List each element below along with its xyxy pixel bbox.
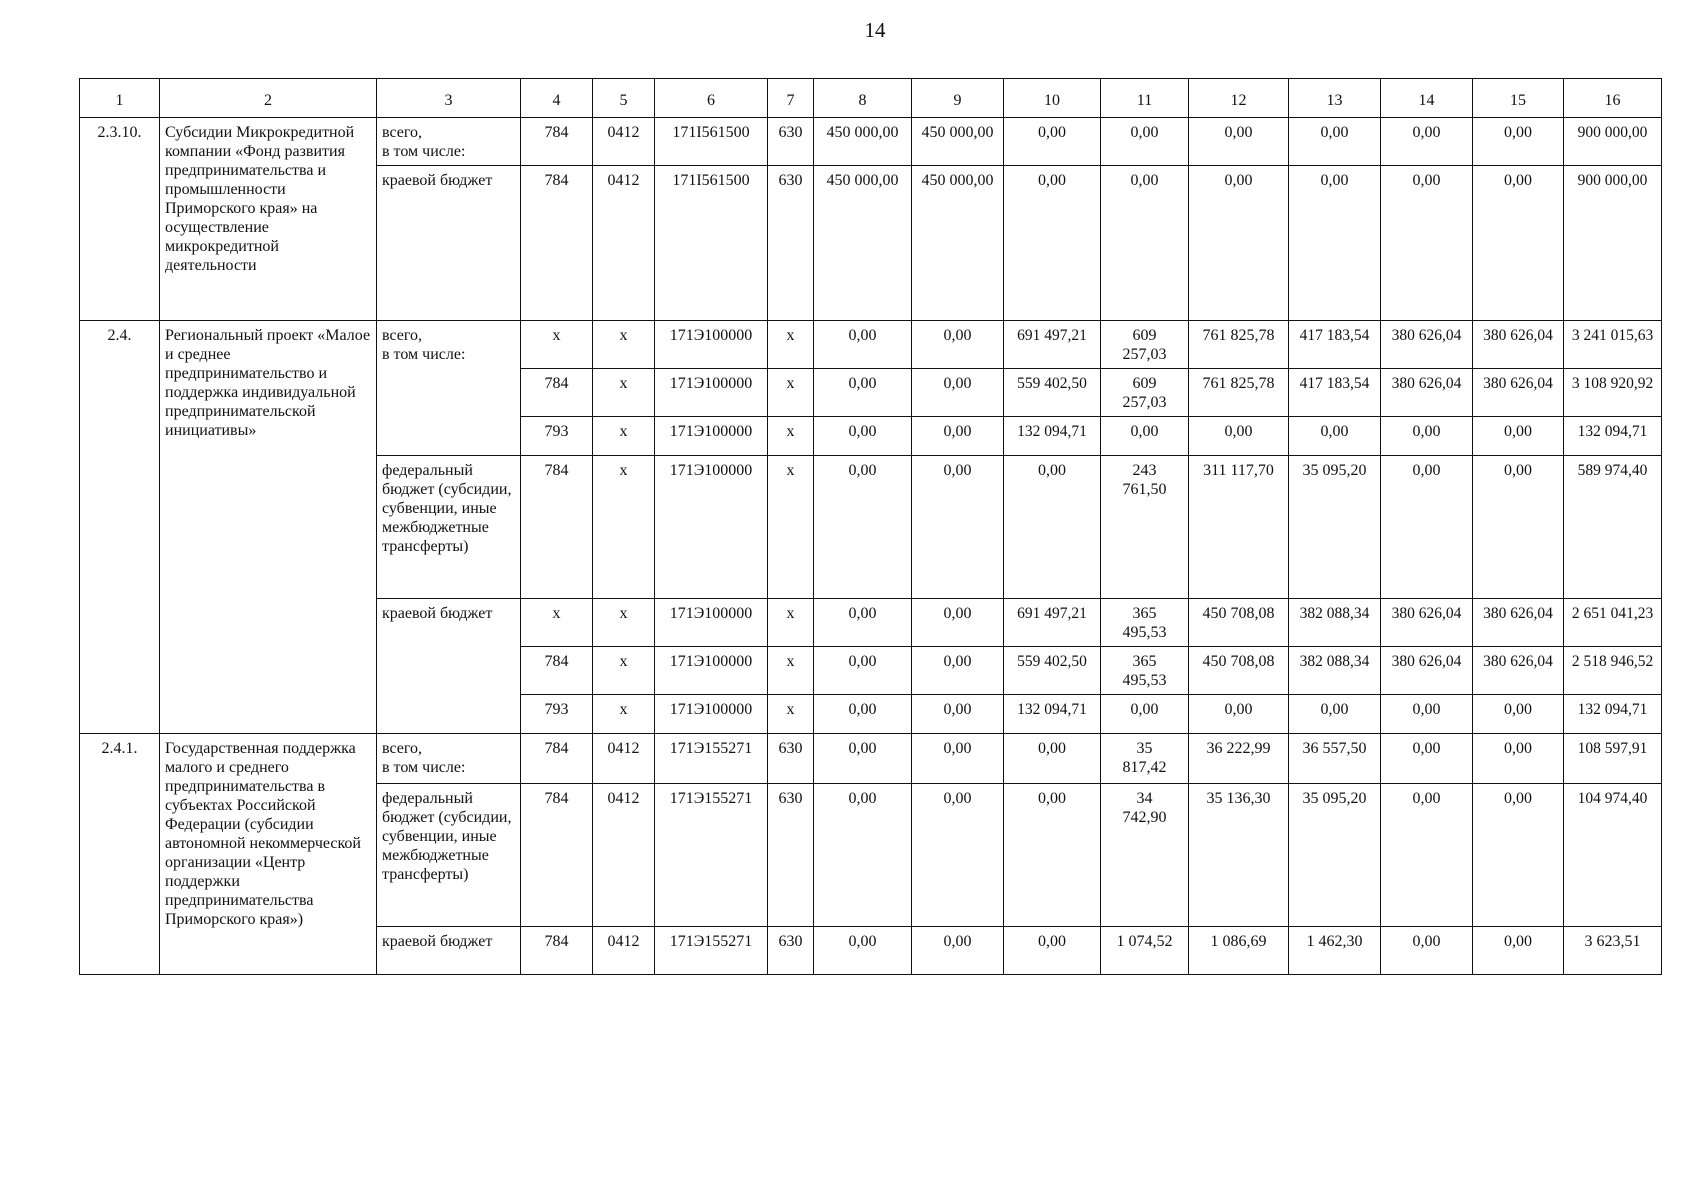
value-cell-col-6: 171Э100000: [655, 417, 768, 456]
value-cell-col-10: 0,00: [1004, 118, 1101, 166]
value-cell-col-14: 0,00: [1381, 695, 1473, 734]
value-cell-col-10: 0,00: [1004, 734, 1101, 784]
value-cell-col-15: 0,00: [1473, 417, 1564, 456]
value-cell-col-13: 382 088,34: [1289, 647, 1381, 695]
value-cell-col-6: 171Э100000: [655, 369, 768, 417]
value-cell-col-12: 311 117,70: [1189, 456, 1289, 599]
value-cell-col-16: 3 623,51: [1564, 927, 1662, 975]
value-cell-col-13: 35 095,20: [1289, 456, 1381, 599]
value-cell-col-15: 0,00: [1473, 456, 1564, 599]
value-cell-col-6: 171Э155271: [655, 734, 768, 784]
value-cell-col-7: x: [768, 456, 814, 599]
column-header-2: 2: [160, 79, 377, 118]
value-cell-col-13: 1 462,30: [1289, 927, 1381, 975]
value-cell-col-11: 365 495,53: [1101, 599, 1189, 647]
column-header-10: 10: [1004, 79, 1101, 118]
value-cell-col-12: 0,00: [1189, 417, 1289, 456]
value-cell-col-8: 0,00: [814, 369, 912, 417]
value-cell-col-15: 380 626,04: [1473, 647, 1564, 695]
value-cell-col-13: 382 088,34: [1289, 599, 1381, 647]
value-cell-col-6: 171Э100000: [655, 456, 768, 599]
value-cell-col-4: 793: [521, 417, 593, 456]
column-header-1: 1: [80, 79, 160, 118]
value-cell-col-5: x: [593, 695, 655, 734]
value-cell-col-12: 36 222,99: [1189, 734, 1289, 784]
value-cell-col-5: 0412: [593, 118, 655, 166]
column-header-9: 9: [912, 79, 1004, 118]
value-cell-col-4: 784: [521, 927, 593, 975]
value-cell-col-14: 380 626,04: [1381, 321, 1473, 369]
value-cell-col-4: 784: [521, 166, 593, 321]
value-cell-col-13: 35 095,20: [1289, 784, 1381, 927]
value-cell-col-15: 380 626,04: [1473, 369, 1564, 417]
value-cell-col-5: x: [593, 369, 655, 417]
value-cell-col-10: 559 402,50: [1004, 647, 1101, 695]
value-cell-col-7: x: [768, 369, 814, 417]
column-header-11: 11: [1101, 79, 1189, 118]
value-cell-col-12: 450 708,08: [1189, 599, 1289, 647]
value-cell-col-8: 0,00: [814, 695, 912, 734]
value-cell-col-6: 171Э100000: [655, 321, 768, 369]
value-cell-col-8: 0,00: [814, 734, 912, 784]
value-cell-col-15: 0,00: [1473, 695, 1564, 734]
funding-source: краевой бюджет: [377, 166, 521, 321]
value-cell-col-16: 104 974,40: [1564, 784, 1662, 927]
value-cell-col-10: 132 094,71: [1004, 417, 1101, 456]
column-header-7: 7: [768, 79, 814, 118]
value-cell-col-4: 784: [521, 369, 593, 417]
value-cell-col-9: 0,00: [912, 927, 1004, 975]
value-cell-col-12: 450 708,08: [1189, 647, 1289, 695]
header-row: [80, 79, 1662, 118]
value-cell-col-12: 0,00: [1189, 166, 1289, 321]
value-cell-col-13: 0,00: [1289, 118, 1381, 166]
section-code: 2.4.1.: [80, 734, 160, 975]
value-cell-col-15: 0,00: [1473, 118, 1564, 166]
value-cell-col-15: 0,00: [1473, 784, 1564, 927]
value-cell-col-9: 0,00: [912, 369, 1004, 417]
value-cell-col-15: 380 626,04: [1473, 599, 1564, 647]
value-cell-col-6: 171Э100000: [655, 599, 768, 647]
value-cell-col-11: 1 074,52: [1101, 927, 1189, 975]
value-cell-col-6: 171Э155271: [655, 784, 768, 927]
value-cell-col-8: 0,00: [814, 927, 912, 975]
value-cell-col-7: x: [768, 647, 814, 695]
column-header-8: 8: [814, 79, 912, 118]
section-name: Государственная поддержка малого и среднего предпринимательства в субъектах Российской Федерации (субсидии автономной некоммерческой организации «Центр поддержки предпринимательства Приморского края»): [160, 734, 377, 975]
value-cell-col-16: 900 000,00: [1564, 166, 1662, 321]
value-cell-col-12: 0,00: [1189, 695, 1289, 734]
value-cell-col-9: 450 000,00: [912, 118, 1004, 166]
value-cell-col-14: 0,00: [1381, 417, 1473, 456]
value-cell-col-7: 630: [768, 927, 814, 975]
value-cell-col-14: 0,00: [1381, 784, 1473, 927]
section-code: 2.4.: [80, 321, 160, 734]
value-cell-col-13: 0,00: [1289, 695, 1381, 734]
value-cell-col-16: 900 000,00: [1564, 118, 1662, 166]
value-cell-col-8: 450 000,00: [814, 118, 912, 166]
value-cell-col-16: 108 597,91: [1564, 734, 1662, 784]
value-cell-col-9: 0,00: [912, 417, 1004, 456]
value-cell-col-5: x: [593, 647, 655, 695]
section-name: Субсидии Микрокредитной компании «Фонд развития предпринимательства и промышленности Приморского края» на осуществление микрокредитной деятельности: [160, 118, 377, 321]
value-cell-col-9: 0,00: [912, 321, 1004, 369]
value-cell-col-16: 3 241 015,63: [1564, 321, 1662, 369]
value-cell-col-6: 171Э100000: [655, 647, 768, 695]
value-cell-col-15: 0,00: [1473, 166, 1564, 321]
column-header-4: 4: [521, 79, 593, 118]
value-cell-col-4: 784: [521, 118, 593, 166]
value-cell-col-4: 793: [521, 695, 593, 734]
value-cell-col-5: x: [593, 417, 655, 456]
value-cell-col-9: 0,00: [912, 695, 1004, 734]
value-cell-col-10: 0,00: [1004, 784, 1101, 927]
value-cell-col-11: 243 761,50: [1101, 456, 1189, 599]
value-cell-col-16: 132 094,71: [1564, 417, 1662, 456]
value-cell-col-10: 691 497,21: [1004, 321, 1101, 369]
column-header-5: 5: [593, 79, 655, 118]
column-header-16: 16: [1564, 79, 1662, 118]
value-cell-col-10: 559 402,50: [1004, 369, 1101, 417]
value-cell-col-10: 0,00: [1004, 456, 1101, 599]
column-header-12: 12: [1189, 79, 1289, 118]
value-cell-col-11: 365 495,53: [1101, 647, 1189, 695]
value-cell-col-4: 784: [521, 647, 593, 695]
column-header-15: 15: [1473, 79, 1564, 118]
value-cell-col-5: 0412: [593, 734, 655, 784]
value-cell-col-15: 0,00: [1473, 734, 1564, 784]
value-cell-col-11: 0,00: [1101, 695, 1189, 734]
column-header-13: 13: [1289, 79, 1381, 118]
value-cell-col-13: 0,00: [1289, 166, 1381, 321]
column-header-14: 14: [1381, 79, 1473, 118]
funding-source: краевой бюджет: [377, 599, 521, 734]
value-cell-col-13: 0,00: [1289, 417, 1381, 456]
funding-source: всего, в том числе:: [377, 118, 521, 166]
value-cell-col-4: 784: [521, 734, 593, 784]
value-cell-col-11: 609 257,03: [1101, 369, 1189, 417]
value-cell-col-14: 380 626,04: [1381, 647, 1473, 695]
value-cell-col-7: x: [768, 417, 814, 456]
value-cell-col-7: 630: [768, 166, 814, 321]
value-cell-col-14: 0,00: [1381, 166, 1473, 321]
section-code: 2.3.10.: [80, 118, 160, 321]
value-cell-col-7: 630: [768, 118, 814, 166]
budget-body: [80, 79, 1662, 975]
value-cell-col-16: 2 518 946,52: [1564, 647, 1662, 695]
funding-source: краевой бюджет: [377, 927, 521, 975]
value-cell-col-8: 0,00: [814, 599, 912, 647]
value-cell-col-8: 0,00: [814, 647, 912, 695]
value-cell-col-16: 589 974,40: [1564, 456, 1662, 599]
value-cell-col-12: 761 825,78: [1189, 321, 1289, 369]
value-cell-col-9: 0,00: [912, 647, 1004, 695]
value-cell-col-9: 450 000,00: [912, 166, 1004, 321]
value-cell-col-8: 0,00: [814, 784, 912, 927]
value-cell-col-4: x: [521, 321, 593, 369]
value-cell-col-10: 0,00: [1004, 166, 1101, 321]
value-cell-col-10: 0,00: [1004, 927, 1101, 975]
value-cell-col-16: 2 651 041,23: [1564, 599, 1662, 647]
value-cell-col-7: 630: [768, 784, 814, 927]
value-cell-col-16: 3 108 920,92: [1564, 369, 1662, 417]
value-cell-col-5: x: [593, 599, 655, 647]
table-row: [80, 734, 1662, 784]
value-cell-col-11: 609 257,03: [1101, 321, 1189, 369]
value-cell-col-15: 0,00: [1473, 927, 1564, 975]
value-cell-col-7: x: [768, 695, 814, 734]
funding-source: федеральный бюджет (субсидии, субвенции, иные межбюджетные трансферты): [377, 456, 521, 599]
table-row: [80, 118, 1662, 166]
value-cell-col-11: 0,00: [1101, 118, 1189, 166]
value-cell-col-11: 0,00: [1101, 417, 1189, 456]
value-cell-col-7: x: [768, 321, 814, 369]
value-cell-col-5: x: [593, 321, 655, 369]
column-header-6: 6: [655, 79, 768, 118]
value-cell-col-8: 0,00: [814, 417, 912, 456]
value-cell-col-7: x: [768, 599, 814, 647]
funding-source: всего, в том числе:: [377, 321, 521, 456]
value-cell-col-4: 784: [521, 456, 593, 599]
value-cell-col-9: 0,00: [912, 734, 1004, 784]
value-cell-col-8: 0,00: [814, 321, 912, 369]
value-cell-col-6: 171I561500: [655, 118, 768, 166]
value-cell-col-11: 35 817,42: [1101, 734, 1189, 784]
funding-source: федеральный бюджет (субсидии, субвенции, иные межбюджетные трансферты): [377, 784, 521, 927]
value-cell-col-14: 0,00: [1381, 118, 1473, 166]
value-cell-col-12: 1 086,69: [1189, 927, 1289, 975]
value-cell-col-4: x: [521, 599, 593, 647]
value-cell-col-14: 380 626,04: [1381, 599, 1473, 647]
value-cell-col-6: 171I561500: [655, 166, 768, 321]
value-cell-col-12: 35 136,30: [1189, 784, 1289, 927]
value-cell-col-14: 380 626,04: [1381, 369, 1473, 417]
value-cell-col-11: 0,00: [1101, 166, 1189, 321]
value-cell-col-6: 171Э100000: [655, 695, 768, 734]
page-number: 14: [864, 18, 886, 42]
value-cell-col-6: 171Э155271: [655, 927, 768, 975]
value-cell-col-5: x: [593, 456, 655, 599]
value-cell-col-14: 0,00: [1381, 456, 1473, 599]
value-cell-col-9: 0,00: [912, 599, 1004, 647]
value-cell-col-13: 417 183,54: [1289, 321, 1381, 369]
value-cell-col-5: 0412: [593, 927, 655, 975]
value-cell-col-9: 0,00: [912, 784, 1004, 927]
value-cell-col-10: 132 094,71: [1004, 695, 1101, 734]
value-cell-col-14: 0,00: [1381, 927, 1473, 975]
value-cell-col-5: 0412: [593, 166, 655, 321]
value-cell-col-7: 630: [768, 734, 814, 784]
value-cell-col-13: 417 183,54: [1289, 369, 1381, 417]
value-cell-col-5: 0412: [593, 784, 655, 927]
value-cell-col-12: 0,00: [1189, 118, 1289, 166]
value-cell-col-16: 132 094,71: [1564, 695, 1662, 734]
value-cell-col-4: 784: [521, 784, 593, 927]
value-cell-col-13: 36 557,50: [1289, 734, 1381, 784]
value-cell-col-12: 761 825,78: [1189, 369, 1289, 417]
table-row: [80, 321, 1662, 369]
value-cell-col-9: 0,00: [912, 456, 1004, 599]
value-cell-col-10: 691 497,21: [1004, 599, 1101, 647]
column-header-3: 3: [377, 79, 521, 118]
value-cell-col-8: 0,00: [814, 456, 912, 599]
section-name: Региональный проект «Малое и среднее предпринимательство и поддержка индивидуальной предпринимательской инициативы»: [160, 321, 377, 734]
value-cell-col-14: 0,00: [1381, 734, 1473, 784]
value-cell-col-11: 34 742,90: [1101, 784, 1189, 927]
budget-table: [79, 78, 1662, 975]
value-cell-col-8: 450 000,00: [814, 166, 912, 321]
value-cell-col-15: 380 626,04: [1473, 321, 1564, 369]
funding-source: всего, в том числе:: [377, 734, 521, 784]
